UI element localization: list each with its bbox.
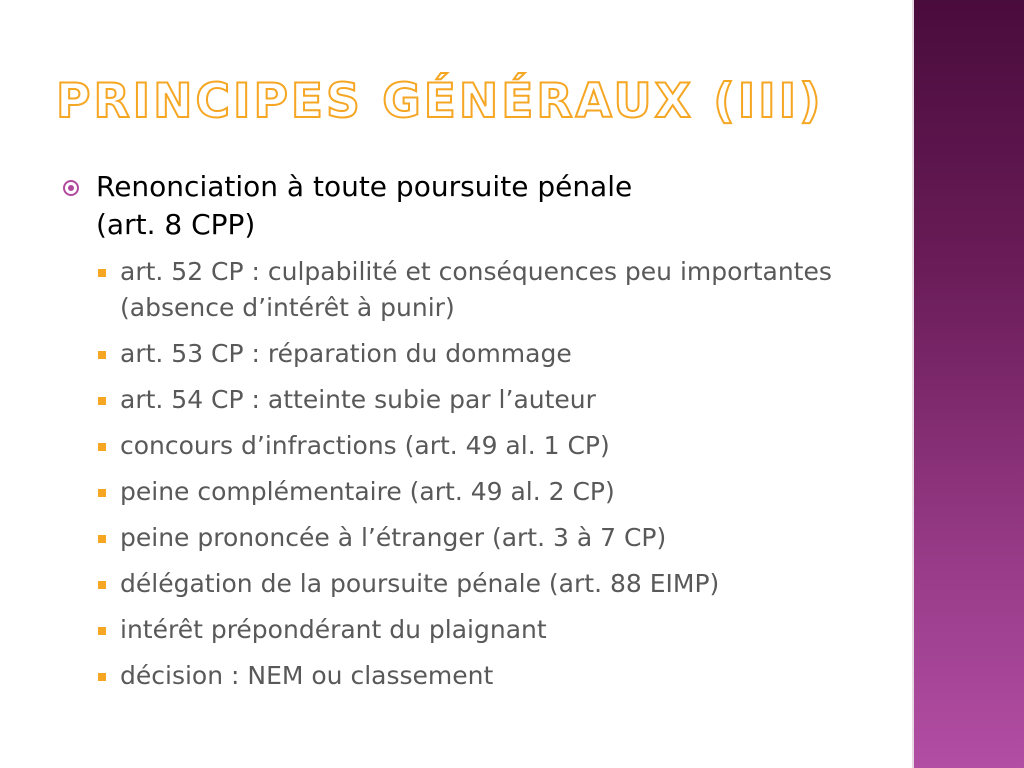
sub-bullet-text: art. 52 CP : culpabilité et conséquences peu importantes (absence d’intérêt à punir) <box>120 257 832 322</box>
square-bullet-icon <box>98 535 106 543</box>
main-bullet-line2: (art. 8 CPP) <box>96 208 256 241</box>
sub-bullet-item <box>60 566 890 602</box>
sub-bullet-text: décision : NEM ou classement <box>120 661 494 690</box>
sub-bullet-item <box>60 612 890 648</box>
sub-bullet-item <box>60 428 890 464</box>
sub-bullet-item <box>60 254 890 326</box>
sub-bullet-item <box>60 382 890 418</box>
sub-bullet-item <box>60 658 890 694</box>
sub-bullet-item <box>60 474 890 510</box>
main-bullet <box>60 168 890 244</box>
sub-bullet-text: intérêt prépondérant du plaignant <box>120 615 547 644</box>
sub-bullet-list <box>60 254 890 694</box>
slide-content <box>60 168 890 704</box>
slide-title: PRINCIPES GÉNÉRAUX (III) <box>56 74 824 129</box>
sub-bullet-text: peine complémentaire (art. 49 al. 2 CP) <box>120 477 615 506</box>
sub-bullet-text: art. 54 CP : atteinte subie par l’auteur <box>120 385 596 414</box>
decorative-side-panel <box>912 0 1024 768</box>
sub-bullet-item <box>60 336 890 372</box>
square-bullet-icon <box>98 351 106 359</box>
sub-bullet-text: peine prononcée à l’étranger (art. 3 à 7 CP) <box>120 523 667 552</box>
sub-bullet-text: art. 53 CP : réparation du dommage <box>120 339 572 368</box>
sub-bullet-text: délégation de la poursuite pénale (art. 88 EIMP) <box>120 569 720 598</box>
square-bullet-icon <box>98 397 106 405</box>
square-bullet-icon <box>98 489 106 497</box>
square-bullet-icon <box>98 627 106 635</box>
sub-bullet-item <box>60 520 890 556</box>
square-bullet-icon <box>98 269 106 277</box>
square-bullet-icon <box>98 673 106 681</box>
main-bullet-line1: Renonciation à toute poursuite pénale <box>96 170 633 203</box>
sub-bullet-text: concours d’infractions (art. 49 al. 1 CP) <box>120 431 610 460</box>
square-bullet-icon <box>98 581 106 589</box>
square-bullet-icon <box>98 443 106 451</box>
circle-bullet-icon <box>63 180 79 196</box>
